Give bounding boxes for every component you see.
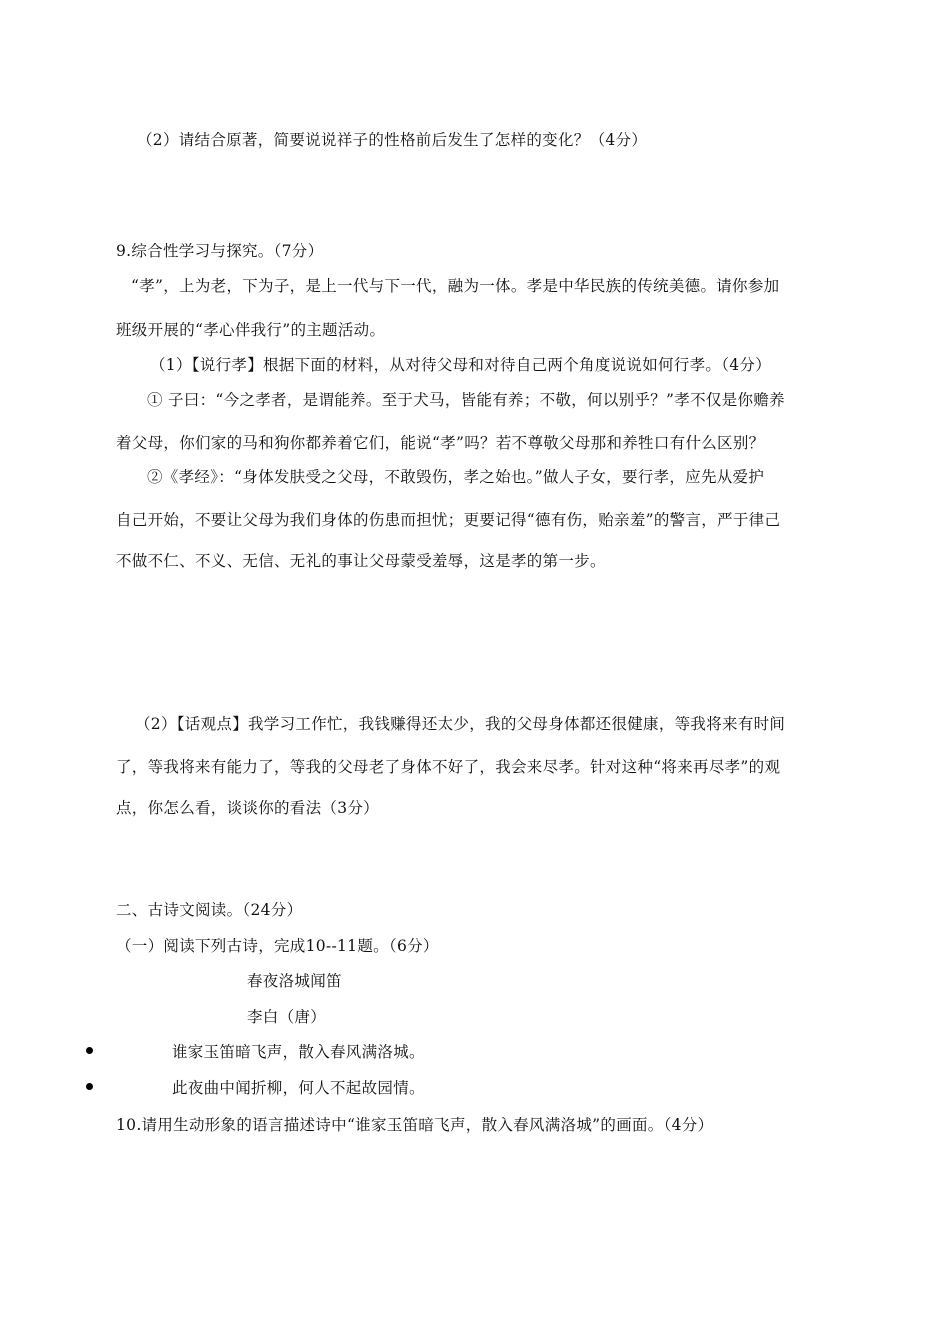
q9-material2-line3: 不做不仁、不义、无信、无礼的事让父母蒙受羞辱，这是孝的第一步。 — [116, 552, 606, 570]
q9-part2-line1: （2）【话观点】我学习工作忙，我钱赚得还太少，我的父母身体都还很健康，等我将来有时间 — [135, 715, 786, 733]
q9-part2-line2: 了，等我将来有能力了，等我的父母老了身体不好了，我会来尽孝。针对这种“将来再尽孝”的观 — [116, 758, 781, 776]
section2-sub1: （一）阅读下列古诗，完成10--11题。（6分） — [116, 937, 439, 955]
section2-heading: 二、古诗文阅读。（24分） — [116, 901, 303, 919]
bullet-icon — [86, 1047, 93, 1054]
q9-material2-line2: 自己开始，不要让父母为我们身体的伤患而担忧；更要记得“德有伤，贻亲羞”的警言，严于律己 — [116, 511, 781, 529]
q9-heading: 9.综合性学习与探究。（7分） — [116, 242, 324, 260]
q9-material2-line1: ②《孝经》：“身体发肤受之父母，不敢毁伤，孝之始也。”做人子女，要行孝，应先从爱护 — [147, 468, 765, 486]
q9-intro-line2: 班级开展的“孝心伴我行”的主题活动。 — [116, 321, 386, 339]
bullet-icon — [86, 1083, 93, 1090]
q8-part2: （2）请结合原著，简要说说祥子的性格前后发生了怎样的变化？（4分） — [137, 131, 648, 149]
q9-intro-line1: “孝”，上为老，下为子，是上一代与下一代，融为一体。孝是中华民族的传统美德。请你参加 — [131, 277, 780, 295]
q9-material1-line2: 着父母，你们家的马和狗你都养着它们，能说“孝”吗？若不尊敬父母那和养牲口有什么区别？ — [116, 434, 765, 452]
poem-title: 春夜洛城闻笛 — [247, 972, 342, 990]
q9-part1-prompt: （1）【说行孝】根据下面的材料，从对待父母和对待自己两个角度说说如何行孝。（4分） — [150, 356, 772, 374]
q10: 10.请用生动形象的语言描述诗中“谁家玉笛暗飞声，散入春风满洛城”的画面。（4分） — [116, 1116, 714, 1134]
poem-line-1: 谁家玉笛暗飞声，散入春风满洛城。 — [172, 1043, 425, 1061]
q9-material1-line1: ① 子曰：“今之孝者，是谓能养。至于犬马，皆能有养；不敬，何以别乎？”孝不仅是你赡养 — [147, 391, 785, 409]
poem-author: 李白（唐） — [247, 1008, 327, 1026]
q9-part2-line3: 点，你怎么看，谈谈你的看法（3分） — [116, 799, 379, 817]
poem-line-2: 此夜曲中闻折柳，何人不起故园情。 — [172, 1079, 425, 1097]
